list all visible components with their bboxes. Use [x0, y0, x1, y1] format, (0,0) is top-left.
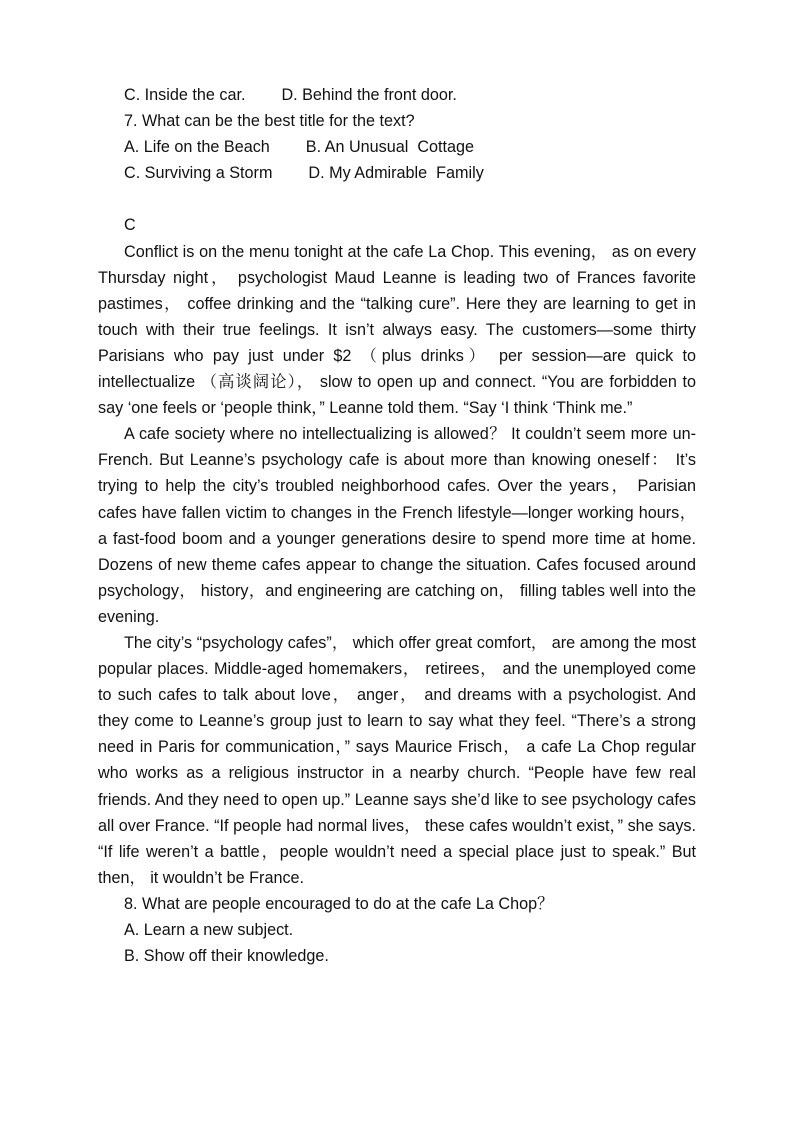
spacer [98, 186, 696, 212]
question7-stem: 7. What can be the best title for the text? [124, 112, 415, 131]
question8-option-a: A. Learn a new subject. [124, 921, 294, 939]
passage-paragraph-3: The city’s “psychology cafes”， which offer great comfort， are among the most popular places. Middle-aged homemakers， retirees， and the unemployed come to such cafes to talk about love， anger， and dreams with a psychologist. And they come to Leanne’s group just to learn to say what they feel. “There’s a strong need in Paris for communication，” says Maurice Frisch， a cafe La Chop regular who works as a religious instructor in a nearby church. “People have few real friends. And they need to open up.” Leanne says she’d like to see psychology cafes all over France. “If people had normal lives， these cafes wouldn’t exist，” she says. “If life weren’t a battle，people wouldn’t need a special place just to speak.” But then， it wouldn’t be France. [98, 633, 696, 887]
question8-stem: 8. What are people encouraged to do at the cafe La Chop？ [124, 894, 554, 913]
question8-option-b: B. Show off their knowledge. [124, 947, 329, 966]
passage-paragraph-2: A cafe society where no intellectualizing is allowed？ It couldn’t seem more un-French. But Leanne’s psychology cafe is about more than knowing oneself： It’s trying to help the city’s troubled neighborhood cafes. Over the years， Parisian cafes have fallen victim to changes in the French lifestyle—longer working hours， a fast-food boom and a younger generations desire to spend more time at home. Dozens of new theme cafes appear to change the situation. Cafes focused around psychology， history，and engineering are catching on， filling tables well into the evening. [98, 425, 696, 626]
question7-options-cd: C. Surviving a Storm D. My Admirable Family [124, 164, 484, 183]
passage-paragraph-1: Conflict is on the menu tonight at the cafe La Chop. This evening， as on every Thursday night， psychologist Maud Leanne is leading two of Frances favorite pastimes， coffee drinking and the “talking cure”. Here they are learning to get in touch with their true feelings. It isn’t always easy. The customers—some thirty Parisians who pay just under $2 （plus drinks） per session—are quick to intellectualize （高谈阔论）， slow to open up and connect. “You are forbidden to say ‘one feels or ‘people think，” Leanne told them. “Say ‘I think ‘Think me.” [98, 242, 696, 418]
question6-options-cd: C. Inside the car. D. Behind the front door. [124, 86, 457, 104]
question7-options-ab: A. Life on the Beach B. An Unusual Cottage [124, 138, 475, 157]
section-label-c: C [124, 216, 136, 235]
document-page [98, 82, 696, 969]
